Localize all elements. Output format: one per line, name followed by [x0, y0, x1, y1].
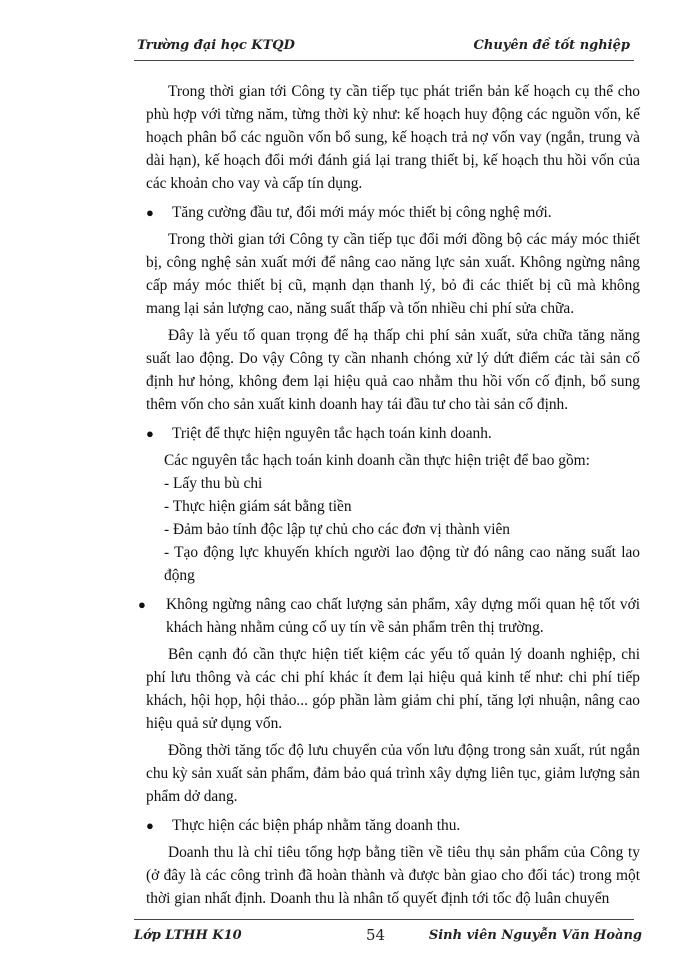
bullet-item — [138, 593, 640, 639]
sub-heading: Các nguyên tắc hạch toán kinh doanh cần thực hiện triệt để bao gồm: — [164, 452, 590, 469]
dash-item: - Lấy thu bù chi — [164, 475, 263, 492]
paragraph: Đồng thời tăng tốc độ lưu chuyển của vốn lưu động trong sản xuất, rút ngắn chu kỳ sản xuất sản phẩm, đảm bảo quá trình xây dựng liên tục, giảm lượng sản phẩm dở dang. — [146, 742, 640, 805]
page-number: 54 — [366, 926, 386, 944]
bullet-text: Thực hiện các biện pháp nhằm tăng doanh thu. — [172, 817, 461, 834]
bullet-icon: ● — [146, 426, 154, 441]
bullet-text: Tăng cường đầu tư, đổi mới máy móc thiết bị công nghệ mới. — [172, 204, 552, 221]
bullet-icon: ● — [146, 205, 154, 220]
paragraph: Đây là yếu tố quan trọng để hạ thấp chi phí sản xuất, sửa chữa tăng năng suất lao động. Do vậy Công ty cần nhanh chóng xử lý dứt điểm các tài sản cố định hư hỏng, không đem lại hiệu quả cao nhằm thu hồi vốn cố định, bổ sung thêm vốn cho sản xuất kinh doanh hay tái đầu tư cho tài sản cố định. — [146, 327, 640, 413]
bullet-item — [146, 201, 640, 224]
header-title: Chuyên đề tốt nghiệp — [473, 38, 630, 53]
bullet-icon: ● — [138, 597, 146, 612]
paragraph: Doanh thu là chỉ tiêu tổng hợp bằng tiền về tiêu thụ sản phẩm của Công ty (ở đây là các công trình đã hoàn thành và được bàn giao cho đối tác) trong một thời gian nhất định. Doanh thu là nhân tố quyết định tới tốc độ luân chuyển — [146, 844, 640, 907]
footer-class: Lớp LTHH K10 — [134, 928, 242, 943]
bullet-item — [146, 422, 640, 445]
paragraph: Trong thời gian tới Công ty cần tiếp tục đổi mới đồng bộ các máy móc thiết bị, công nghệ sản xuất mới để nâng cao năng lực sản xuất. Không ngừng nâng cấp máy móc thiết bị cũ, mạnh dạn thanh lý, bỏ đi các thiết bị cũ mà không mang lại sản lượng cao, năng suất thấp và tốn nhiều chi phí sửa chữa. — [146, 231, 640, 317]
header-divider — [134, 60, 634, 61]
dash-item: - Đảm bảo tính độc lập tự chủ cho các đơn vị thành viên — [164, 521, 510, 538]
footer-divider — [134, 919, 634, 920]
bullet-text: Triệt để thực hiện nguyên tắc hạch toán kinh doanh. — [172, 425, 492, 442]
header-school: Trường đại học KTQD — [137, 38, 295, 53]
bullet-text: Không ngừng nâng cao chất lượng sản phẩm, xây dựng mối quan hệ tốt với khách hàng nhằm củng cố uy tín về sản phẩm trên thị trường. — [166, 596, 640, 636]
paragraph: Bên cạnh đó cần thực hiện tiết kiệm các yếu tố quản lý doanh nghiệp, chi phí lưu thông và các chi phí khác ít đem lại hiệu quả kinh tế như: chi phí tiếp khách, hội họp, hội thảo... góp phần làm giảm chi phí, tăng lợi nhuận, nâng cao hiệu quả sử dụng vốn. — [146, 646, 640, 732]
document-body — [138, 80, 640, 914]
footer-student: Sinh viên Nguyễn Văn Hoàng — [428, 928, 642, 943]
bullet-item — [146, 814, 640, 837]
dash-item: - Thực hiện giám sát bằng tiền — [164, 498, 352, 515]
bullet-icon: ● — [146, 818, 154, 833]
paragraph: Trong thời gian tới Công ty cần tiếp tục phát triển bản kế hoạch cụ thể cho phù hợp với từng năm, từng thời kỳ như: kế hoạch huy động các nguồn vốn, kế hoạch phân bổ các nguồn vốn bổ sung, kế hoạch trả nợ vốn vay (ngắn, trung và dài hạn), kế hoạch đổi mới đánh giá lại trang thiết bị, kế hoạch thu hồi vốn của các khoản cho vay và cấp tín dụng. — [146, 83, 640, 192]
dash-item: - Tạo động lực khuyến khích người lao động từ đó nâng cao năng suất lao động — [164, 544, 640, 584]
